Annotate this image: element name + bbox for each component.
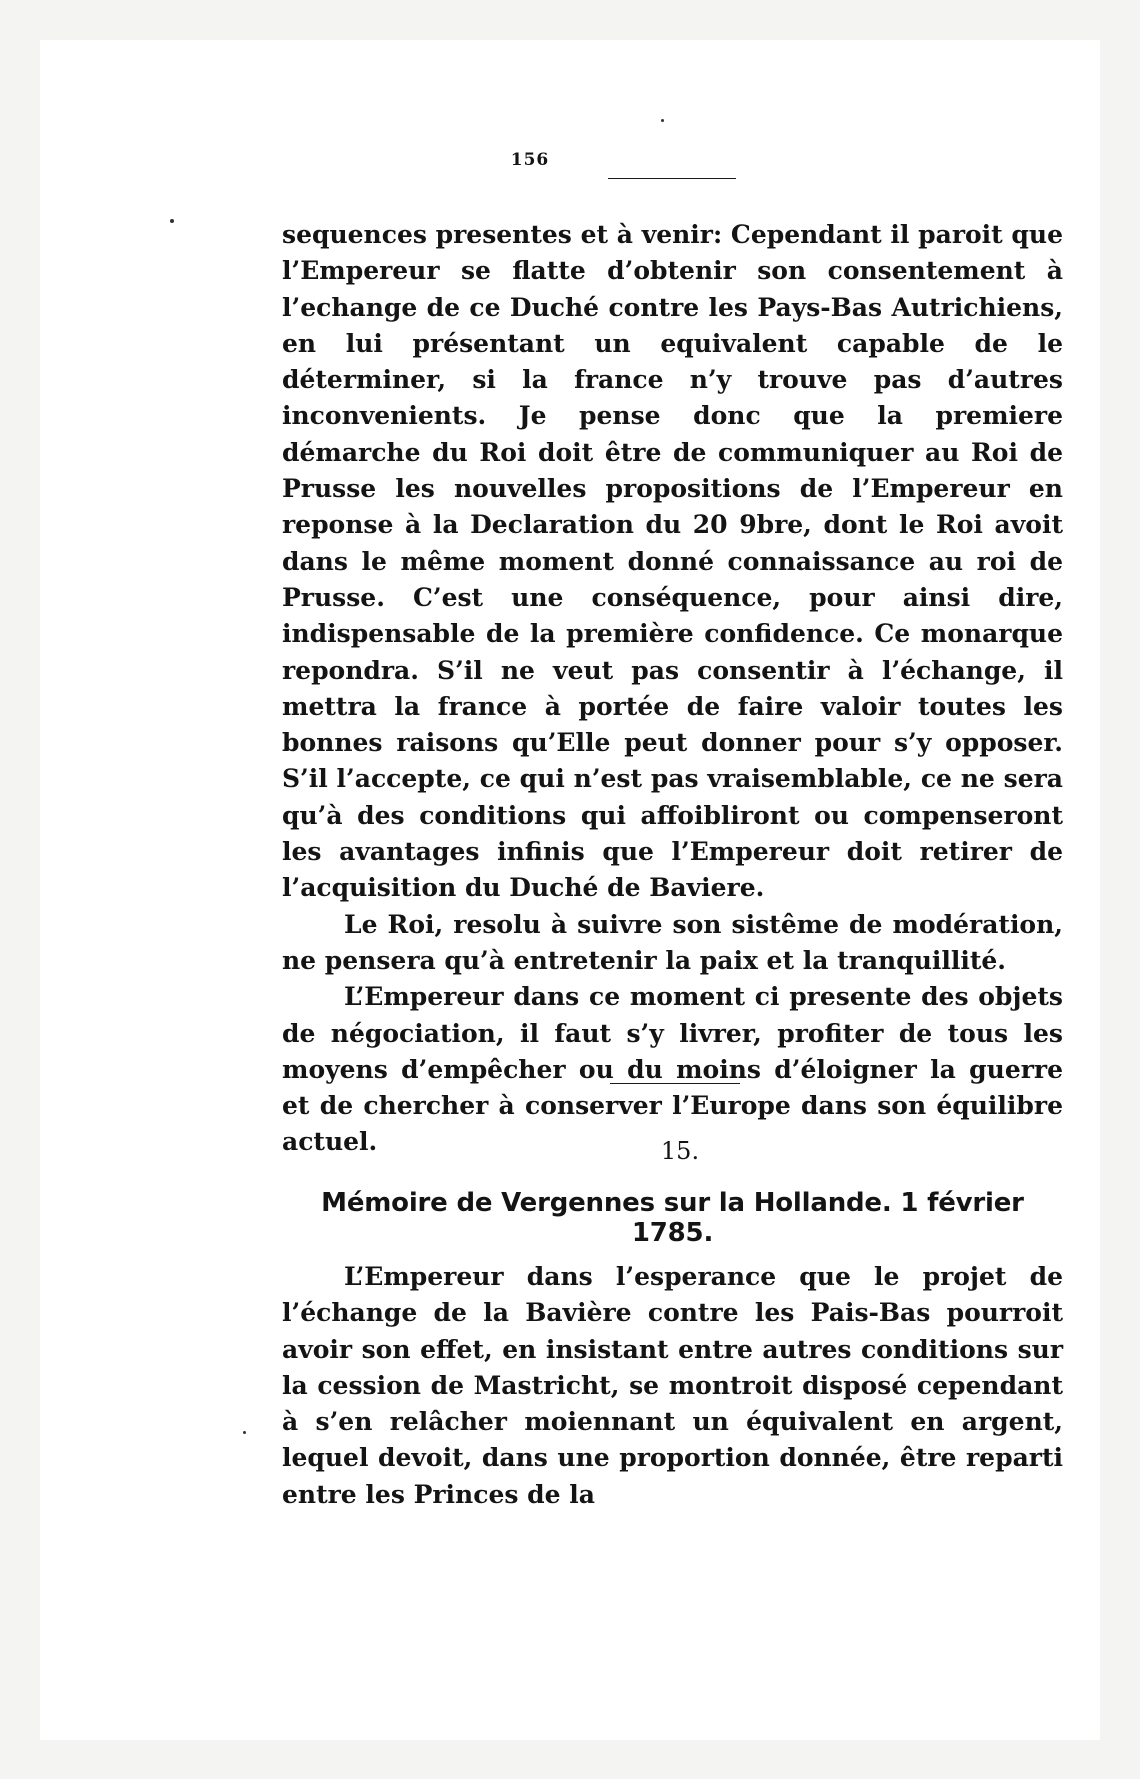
- header-rule: [608, 178, 736, 179]
- paragraph: Le Roi, resolu à suivre son sistême de modération, ne pensera qu’à entretenir la paix et la tranquillité.: [282, 909, 1063, 975]
- scan-speck: [170, 219, 174, 223]
- section-divider: [610, 1083, 740, 1084]
- paragraph: L’Empereur dans l’esperance que le projet de l’échange de la Bavière contre les Pais-Bas pourroit avoir son effet, en insistant entre autres conditions sur la cession de Mastricht, se montroit disposé cependant à s’en relâcher moiennant un équivalent en argent, lequel devoit, dans une proportion donnée, être reparti entre les Princes de la: [282, 1262, 1063, 1509]
- section-number: 15.: [660, 1137, 700, 1165]
- section-title: Mémoire de Vergennes sur la Hollande. 1 février 1785.: [321, 1188, 1024, 1248]
- scan-speck: [661, 119, 664, 122]
- section-text: [282, 1259, 1063, 1513]
- paragraph: sequences presentes et à venir: Cependant il paroit que l’Empereur se flatte d’obtenir son consentement à l’echange de ce Duché contre les Pays-Bas Autrichiens, en lui présentant un equivalent capable de le déterminer, si la france n’y trouve pas d’autres inconvenients. Je pense donc que la premiere démarche du Roi doit être de communiquer au Roi de Prusse les nouvelles propositions de l’Empereur en reponse à la Declaration du 20 9bre, dont le Roi avoit dans le même moment donné connaissance au roi de Prusse. C’est une conséquence, pour ainsi dire, indispensable de la première confidence. Ce monarque repondra. S’il ne veut pas consentir à l’échange, il mettra la france à portée de faire valoir toutes les bonnes raisons qu’Elle peut donner pour s’y opposer. S’il l’accepte, ce qui n’est pas vraisemblable, ce ne sera qu’à des conditions qui affoibliront ou compenseront les avantages infinis que l’Empereur doit retirer de l’acquisition du Duché de Baviere.: [282, 220, 1063, 903]
- page-number: 156: [510, 150, 550, 170]
- continued-text: [282, 217, 1063, 1161]
- scan-speck: [243, 1431, 246, 1434]
- paragraph: L’Empereur dans ce moment ci presente des objets de négociation, il faut s’y livrer, profiter de tous les moyens d’empêcher ou du moins d’éloigner la guerre et de chercher à conserver l’Europe dans son équilibre actuel.: [282, 982, 1063, 1157]
